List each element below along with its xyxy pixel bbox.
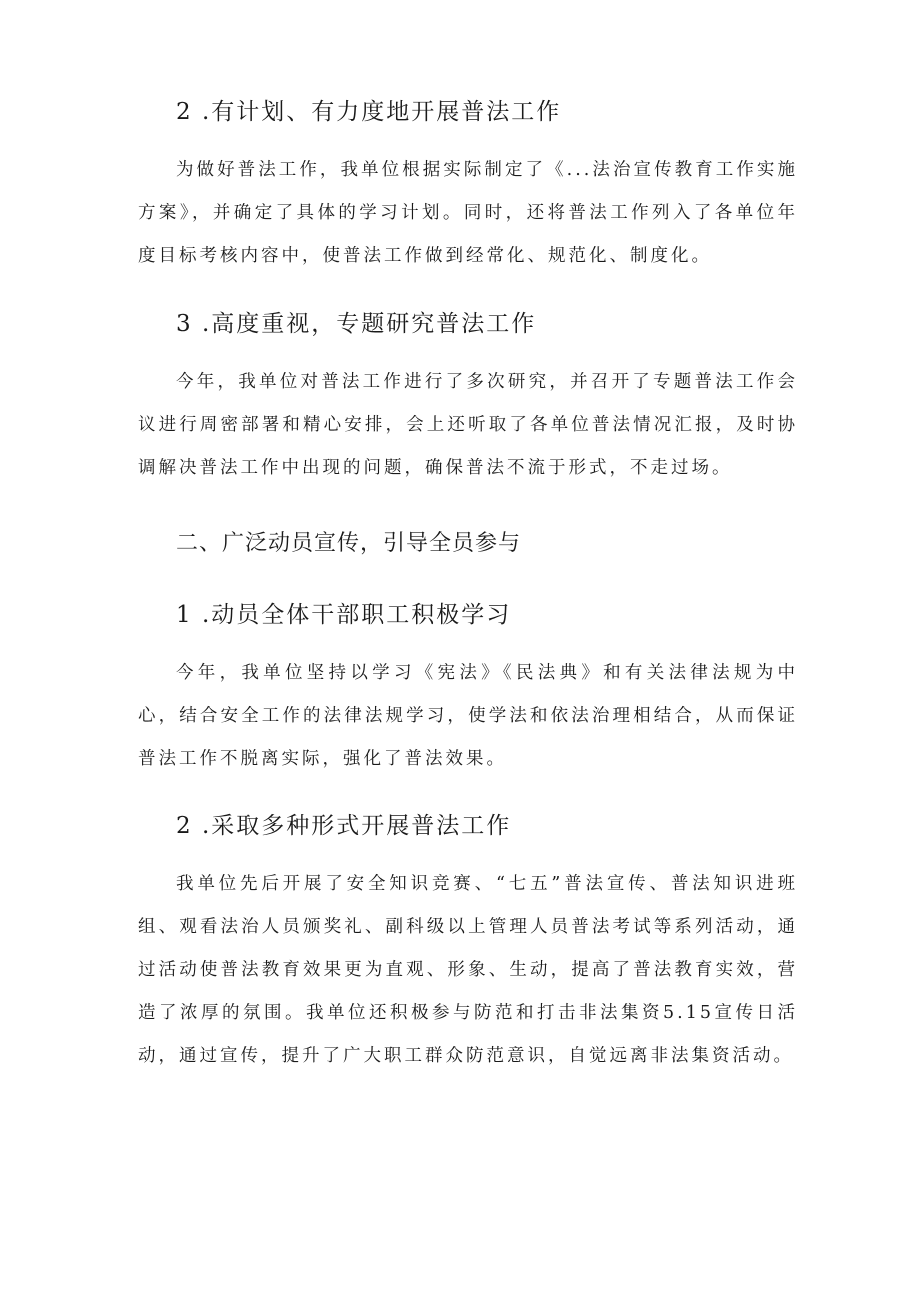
paragraph-plan: 为做好普法工作，我单位根据实际制定了《...法治宣传教育工作实施方案》，并确定了具体的学习计划。同时，还将普法工作列入了各单位年度目标考核内容中，使普法工作做到经常化、规范化、制度化。 <box>138 160 798 266</box>
subsection-heading-plan: 2 .有计划、有力度地开展普法工作 <box>176 99 562 125</box>
section-heading-publicity: 二、广泛动员宣传，引导全员参与 <box>176 531 522 556</box>
paragraph-research: 今年，我单位对普法工作进行了多次研究，并召开了专题普法工作会议进行周密部署和精心安排，会上还听取了各单位普法情况汇报，及时协调解决普法工作中出现的问题，确保普法不流于形式，不走过场。 <box>138 372 798 478</box>
subsection-heading-research: 3 .高度重视，专题研究普法工作 <box>176 311 537 337</box>
subsection-heading-mobilize: 1 .动员全体干部职工积极学习 <box>176 602 512 628</box>
subsection-heading-forms: 2 .采取多种形式开展普法工作 <box>176 813 512 839</box>
paragraph-mobilize: 今年，我单位坚持以学习《宪法》《民法典》和有关法律法规为中心，结合安全工作的法律法规学习，使学法和依法治理相结合，从而保证普法工作不脱离实际，强化了普法效果。 <box>138 663 798 769</box>
paragraph-forms: 我单位先后开展了安全知识竞赛、“七五”普法宣传、普法知识进班组、观看法治人员颁奖礼、副科级以上管理人员普法考试等系列活动，通过活动使普法教育效果更为直观、形象、生动，提高了普法教育实效，营造了浓厚的氛围。我单位还积极参与防范和打击非法集资5.15宣传日活动，通过宣传，提升了广大职工群众防范意识，自觉远离非法集资活动。 <box>138 874 798 1066</box>
